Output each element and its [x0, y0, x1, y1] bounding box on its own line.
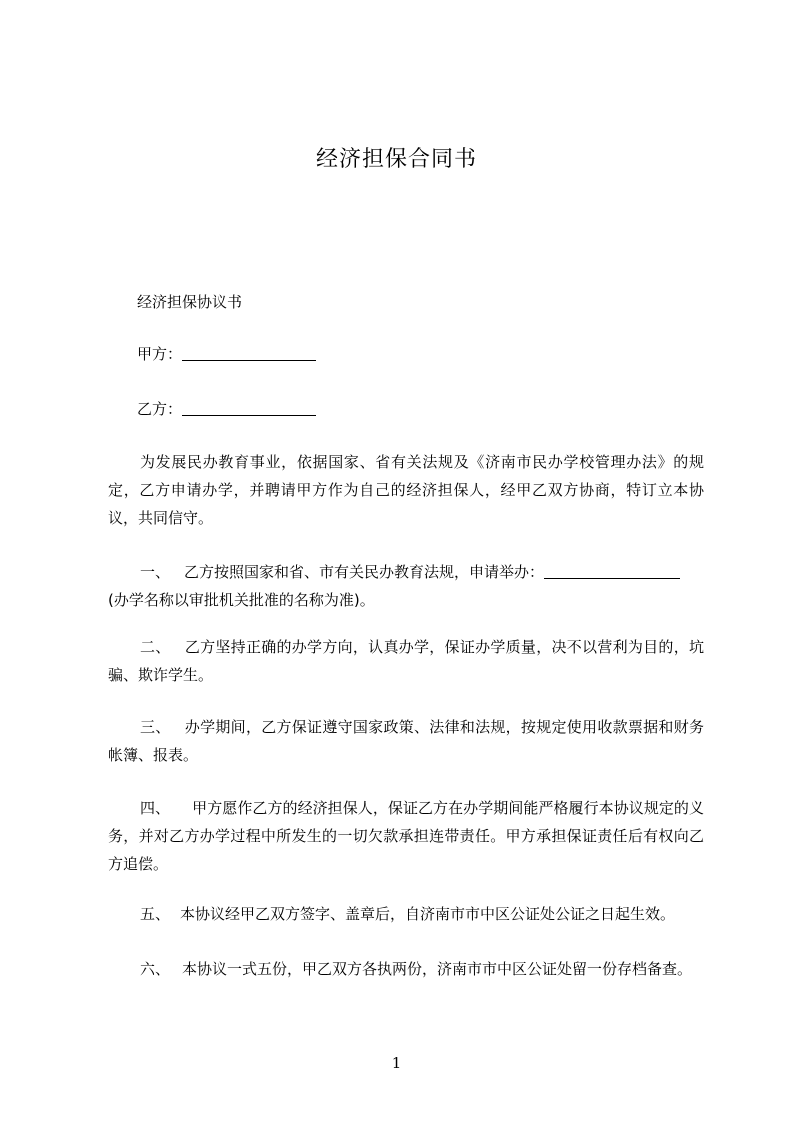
clause-5-text: 本协议经甲乙双方签字、盖章后，自济南市市中区公证处公证之日起生效。: [180, 905, 676, 923]
intro-text: 为发展民办教育事业，依据国家、省有关法规及《济南市民办学校管理办法》的规定，乙方申请办学，并聘请甲方作为自己的经济担保人，经甲乙双方协商，特订立本协议，共同信守。: [108, 453, 704, 527]
party-a-label: 甲方：: [137, 345, 183, 363]
clause-3: [108, 713, 704, 769]
clause-6-number: 六、: [140, 960, 171, 978]
party-b-line: [137, 395, 316, 423]
clause-3-number: 三、: [140, 718, 171, 736]
clause-1-number: 一、: [140, 563, 171, 581]
party-a-blank: [182, 344, 316, 361]
party-b-blank: [182, 399, 316, 416]
clause-3-text: 办学期间，乙方保证遵守国家政策、法律和法规，按规定使用收款票据和财务帐簿、报表。: [108, 718, 704, 764]
clause-1-line-b: (办学名称以审批机关批准的名称为准)。: [108, 591, 375, 609]
agreement-subtitle: 经济担保协议书: [137, 293, 243, 311]
clause-4-number: 四、: [140, 799, 171, 817]
clause-4-text: 甲方愿作乙方的经济担保人，保证乙方在办学期间能严格履行本协议规定的义务，并对乙方办学过程中所发生的一切欠款承担连带责任。甲方承担保证责任后有权向乙方追偿。: [108, 799, 704, 873]
clause-2-number: 二、: [140, 638, 171, 656]
intro-paragraph: [108, 448, 704, 532]
party-b-label: 乙方：: [137, 400, 183, 418]
document-title: 经济担保合同书: [315, 147, 477, 172]
clause-4: [108, 794, 704, 878]
clause-1-text: 乙方按照国家和省、市有关民办教育法规，申请举办：: [184, 563, 545, 581]
clause-5-number: 五、: [140, 905, 171, 923]
clause-2-text: 乙方坚持正确的办学方向，认真办学，保证办学质量，决不以营利为目的，坑骗、欺诈学生。: [108, 638, 704, 684]
clause-1: [108, 558, 704, 614]
school-name-blank: [544, 562, 680, 579]
clause-2: [108, 633, 704, 689]
clause-6-text: 本协议一式五份，甲乙双方各执两份，济南市市中区公证处留一份存档备查。: [182, 960, 693, 978]
party-a-line: [137, 340, 316, 368]
page-number: 1: [391, 1054, 402, 1072]
clause-6: [108, 955, 704, 983]
clause-5: [108, 900, 704, 928]
clause-1-line-a: [108, 558, 704, 586]
